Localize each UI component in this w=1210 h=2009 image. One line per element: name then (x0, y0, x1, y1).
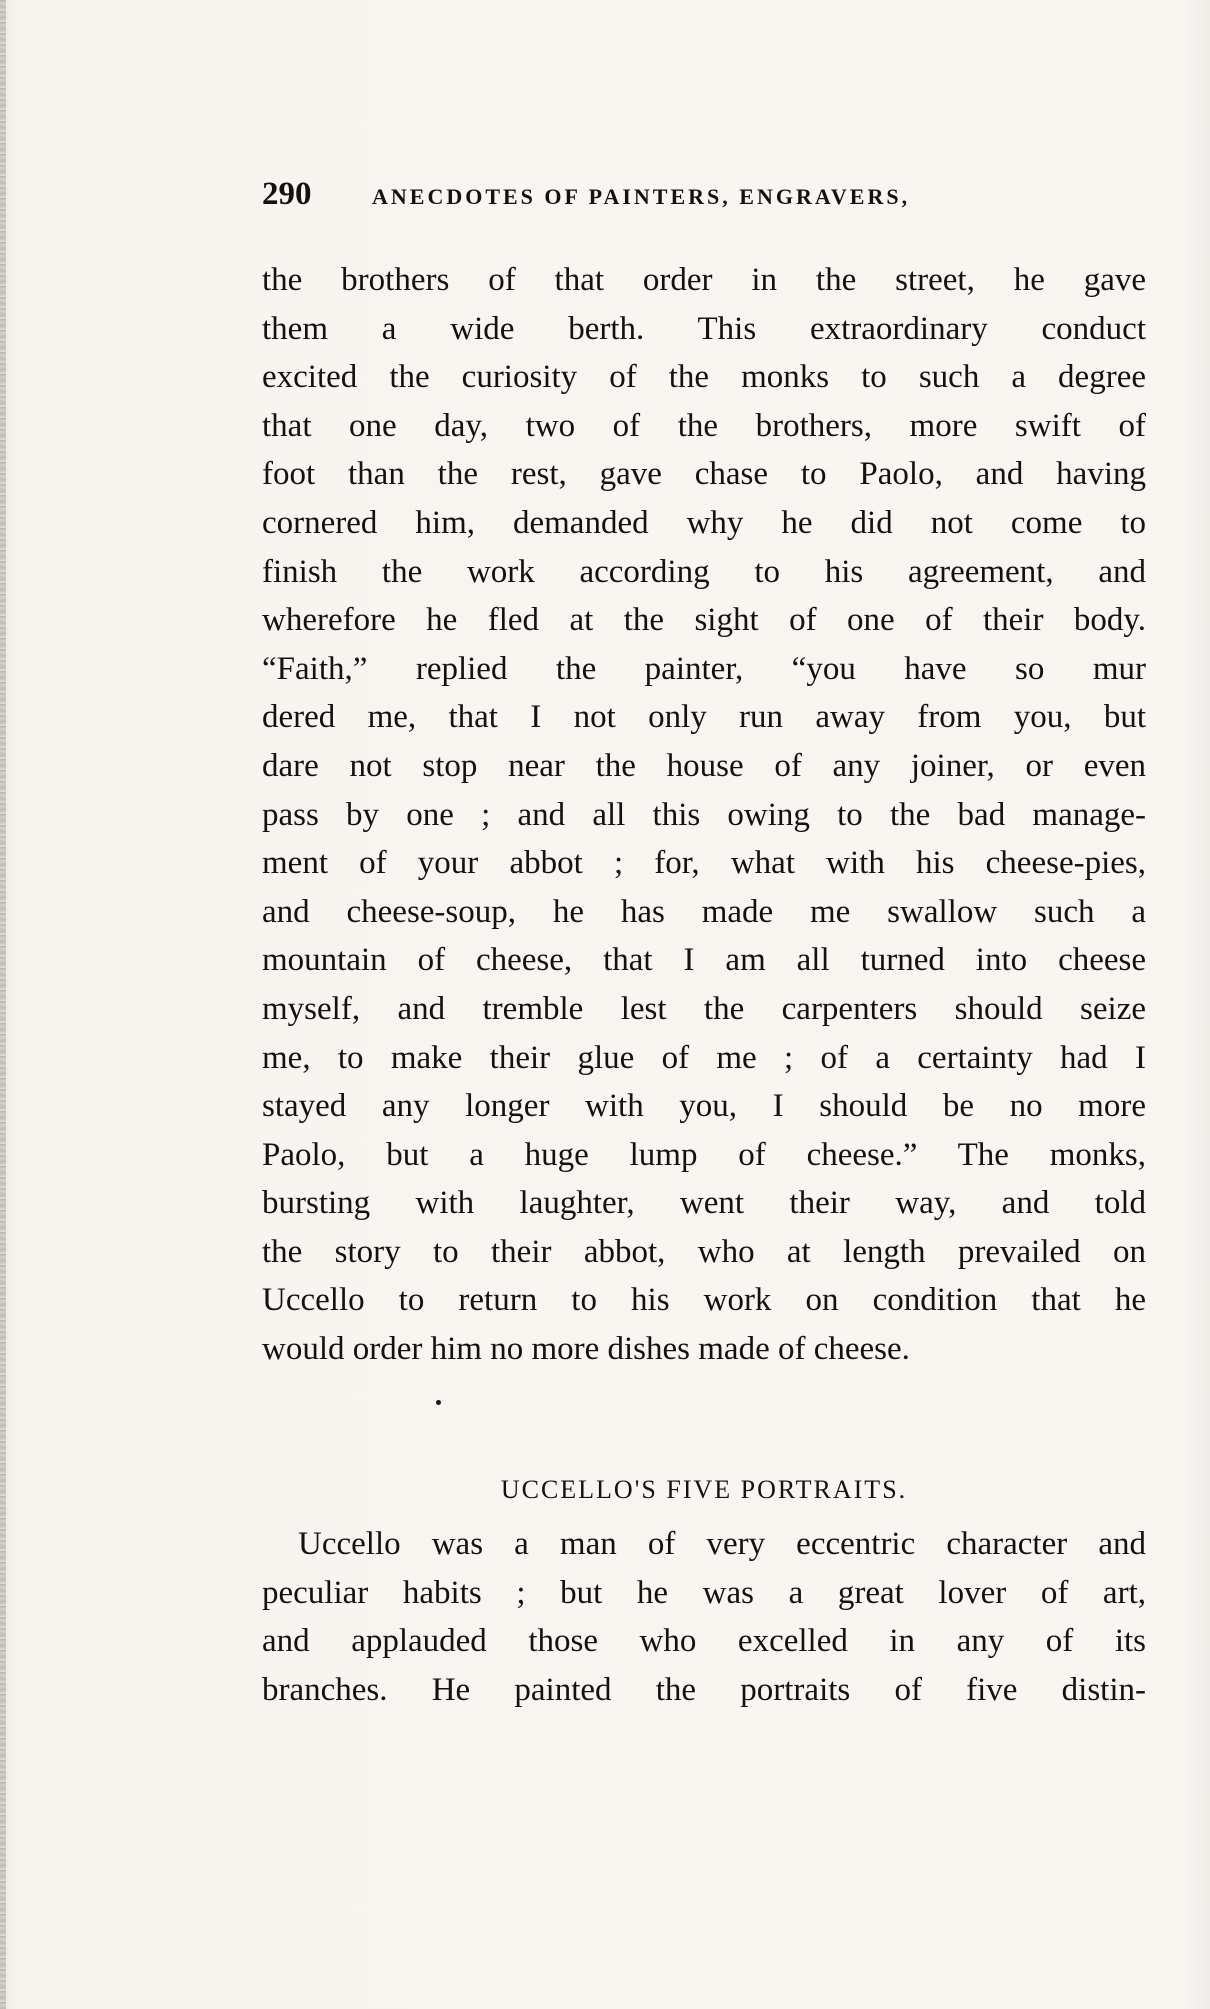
page-number: 290 (262, 176, 312, 212)
text-line: finish the work according to his agreement, and (262, 553, 1146, 590)
section-heading: UCCELLO'S FIVE PORTRAITS. (500, 1475, 908, 1504)
text-line: wherefore he fled at the sight of one of their body. (262, 602, 1146, 639)
text-line: dare not stop near the house of any joiner, or even (262, 747, 1146, 784)
paragraph-continued (262, 256, 1146, 1374)
text-line: branches. He painted the portraits of five distin- (262, 1671, 1146, 1708)
paragraph-new (262, 1520, 1146, 1714)
text-line: and applauded those who excelled in any of its (262, 1623, 1146, 1660)
text-line: would order him no more dishes made of cheese. (262, 1331, 910, 1368)
text-line: bursting with laughter, went their way, and told (262, 1185, 1146, 1222)
running-title: ANECDOTES OF PAINTERS, ENGRAVERS, (372, 184, 911, 209)
text-line: cornered him, demanded why he did not come to (262, 504, 1146, 541)
text-line: the brothers of that order in the street, he gave (262, 262, 1146, 298)
text-line: foot than the rest, gave chase to Paolo, and having (262, 456, 1146, 493)
text-line: pass by one ; and all this owing to the bad manage- (262, 796, 1146, 833)
running-header (262, 176, 1042, 216)
text-line: myself, and tremble lest the carpenters should seize (262, 990, 1146, 1027)
text-line: the story to their abbot, who at length prevailed on (262, 1233, 1146, 1270)
text-line: me, to make their glue of me ; of a certainty had I (262, 1039, 1146, 1076)
text-line: excited the curiosity of the monks to such a degree (262, 359, 1146, 396)
text-line: stayed any longer with you, I should be no more (262, 1088, 1146, 1125)
section-dot-mark (436, 1400, 441, 1405)
text-line: dered me, that I not only run away from you, but (262, 699, 1146, 736)
text-line: peculiar habits ; but he was a great lover of art, (262, 1574, 1146, 1611)
text-line: Paolo, but a huge lump of cheese.” The monks, (262, 1136, 1146, 1173)
page-binding-edge (0, 0, 6, 2009)
text-line: Uccello to return to his work on condition that he (262, 1282, 1146, 1319)
text-line: Uccello was a man of very eccentric character and (298, 1526, 1146, 1562)
text-line: mountain of cheese, that I am all turned into cheese (262, 942, 1146, 979)
text-line: “Faith,” replied the painter, “you have so mur (262, 650, 1146, 687)
text-line: them a wide berth. This extraordinary conduct (262, 310, 1146, 347)
text-line: that one day, two of the brothers, more swift of (262, 407, 1146, 444)
text-line: ment of your abbot ; for, what with his cheese-pies, (262, 845, 1146, 882)
text-line: and cheese-soup, he has made me swallow such a (262, 893, 1146, 930)
